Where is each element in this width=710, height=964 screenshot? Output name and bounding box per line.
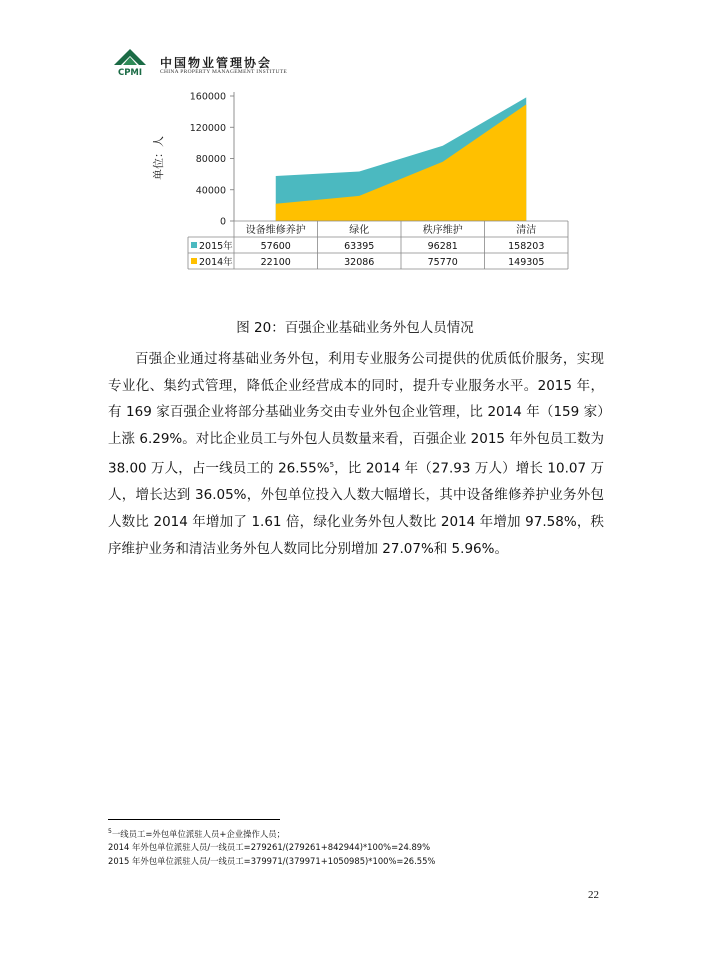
legend-swatch — [191, 258, 197, 264]
category-label: 绿化 — [349, 225, 370, 236]
paragraph-part-1: 百强企业通过将基础业务外包，利用专业服务公司提供的优质低价服务，实现专业化、集约式管理，降低企业经营成本的同时，提升专业服务水平。2015 年，有 169 家百强企业将部分基础业务交由专业外包企业管理，比 2014 年（159 家）上涨 6.29%。对比企业员工与外包人员数量来看，百强企业 2015 年外包员工数为 38.00 万人，占一线员工的 26.55% — [108, 351, 604, 477]
category-label: 秩序维护 — [422, 225, 463, 236]
legend-label: 2015年 — [199, 241, 233, 252]
footnote-line-1 — [108, 825, 435, 841]
chart-areas — [276, 97, 527, 221]
footnote-line-2: 2014 年外包单位派驻人员/一线员工=279261/(279261+842944)*100%=24.89% — [108, 842, 431, 853]
data-value-label: 75770 — [427, 257, 458, 268]
data-value-label: 96281 — [427, 241, 458, 252]
footnote-mark: 5 — [108, 828, 112, 835]
data-value-label: 158203 — [508, 241, 545, 252]
legend-label: 2014年 — [199, 257, 233, 268]
figure-caption: 图 20：百强企业基础业务外包人员情况 — [236, 320, 474, 336]
org-name-en: CHINA PROPERTY MANAGEMENT INSTITUTE — [160, 69, 288, 75]
y-tick-label: 0 — [219, 216, 226, 228]
footnote-text-1: 一线员工=外包单位派驻人员+企业操作人员； — [111, 828, 285, 839]
data-value-label: 149305 — [508, 257, 545, 268]
legend-swatch — [191, 242, 197, 248]
org-name-cn: 中国物业管理协会 — [160, 56, 273, 70]
data-value-label: 57600 — [260, 241, 291, 252]
logo-text: CPMI — [117, 68, 143, 78]
data-value-label: 32086 — [344, 257, 375, 268]
footnote-reference: 5 — [329, 461, 335, 470]
footnote-divider — [108, 819, 280, 820]
body-paragraph — [108, 346, 604, 562]
category-label: 设备维修养护 — [245, 225, 306, 236]
chart-axes — [190, 92, 234, 228]
category-label: 清洁 — [516, 225, 537, 236]
y-tick-label: 80000 — [195, 154, 226, 165]
cpmi-logo-icon — [112, 48, 148, 78]
data-value-label: 63395 — [344, 241, 375, 252]
footnotes — [108, 825, 435, 869]
y-axis-label: 单位：人 — [152, 136, 165, 180]
footnote-line-3: 2015 年外包单位派驻人员/一线员工=379971/(379971+1050985)*100%=26.55% — [108, 855, 436, 866]
data-value-label: 22100 — [260, 257, 291, 268]
chart-data-table — [188, 221, 568, 269]
outsourcing-area-chart — [140, 84, 580, 284]
y-tick-label: 120000 — [189, 122, 226, 134]
y-tick-label: 40000 — [195, 185, 226, 197]
page-number: 22 — [588, 889, 599, 901]
paragraph-part-2: ，比 2014 年（27.93 万人）增长 10.07 万人，增长达到 36.05%，外包单位投入人数大幅增长，其中设备维修养护业务外包人数比 2014 年增加了 1.61 倍，绿化业务外包人数比 2014 年增加 97.58%，秩序维护业务和清洁业务外包人数同比分别增加 27.07%和 5.96%。 — [108, 460, 604, 557]
y-tick-label: 160000 — [189, 91, 226, 103]
